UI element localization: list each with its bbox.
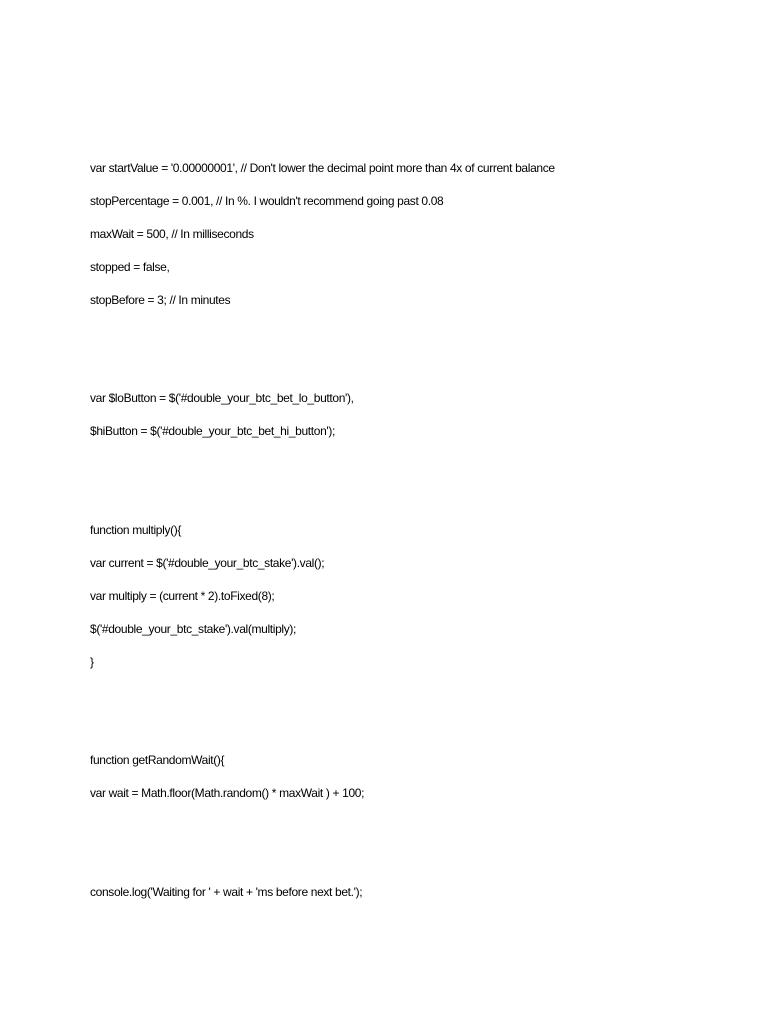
code-line: stopped = false, [90, 260, 170, 274]
code-line: function getRandomWait(){ [90, 753, 225, 767]
code-line: $('#double_your_btc_stake').val(multiply); [90, 622, 296, 636]
code-line: var current = $('#double_your_btc_stake').val(); [90, 556, 325, 570]
code-line: $hiButton = $('#double_your_btc_bet_hi_button'); [90, 424, 335, 438]
code-line: stopPercentage = 0.001, // In %. I wouldn't recommend going past 0.08 [90, 194, 444, 208]
code-line: var startValue = '0.00000001', // Don't lower the decimal point more than 4x of current balance [90, 161, 555, 175]
code-line: stopBefore = 3; // In minutes [90, 293, 231, 307]
code-line: console.log('Waiting for ' + wait + 'ms before next bet.'); [90, 885, 363, 899]
code-line: maxWait = 500, // In milliseconds [90, 227, 254, 241]
code-line: var wait = Math.floor(Math.random() * maxWait ) + 100; [90, 786, 365, 800]
code-line: function multiply(){ [90, 523, 182, 537]
code-line: var multiply = (current * 2).toFixed(8); [90, 589, 275, 603]
code-line: } [90, 655, 94, 669]
code-line: var $loButton = $('#double_your_btc_bet_lo_button'), [90, 391, 354, 405]
